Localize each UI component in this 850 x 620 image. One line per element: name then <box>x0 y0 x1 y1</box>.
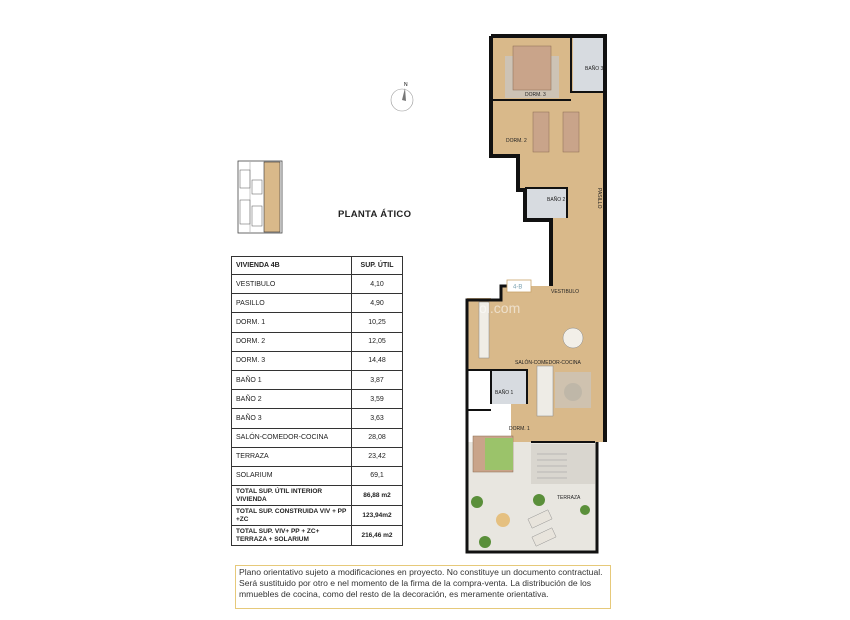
table-header-value: SUP. ÚTIL <box>352 257 403 275</box>
dorm2-bed-right <box>563 112 579 152</box>
coffee-table <box>564 383 582 401</box>
plant-icon <box>533 494 545 506</box>
bano1-floor <box>491 370 527 404</box>
table-header-name: VIVIENDA 4B <box>232 257 352 275</box>
total-name: TOTAL SUP. VIV+ PP + ZC+ TERRAZA + SOLARIUM <box>232 526 352 546</box>
plant-icon <box>471 496 483 508</box>
row-value: 3,87 <box>352 370 403 389</box>
room-label-bano1: BAÑO 1 <box>495 390 514 396</box>
total-value: 216,46 m2 <box>352 526 403 546</box>
row-value: 10,25 <box>352 313 403 332</box>
floor-plan <box>455 30 615 562</box>
row-name: VESTIBULO <box>232 275 352 294</box>
row-value: 14,48 <box>352 351 403 370</box>
row-name: DORM. 3 <box>232 351 352 370</box>
room-label-vestibulo: VESTIBULO <box>551 289 580 295</box>
row-value: 4,90 <box>352 294 403 313</box>
room-label-bano3: BAÑO 3 <box>585 66 604 72</box>
table-row <box>232 275 403 294</box>
total-name: TOTAL SUP. CONSTRUIDA VIV + PP +ZC <box>232 506 352 526</box>
row-name: SALÓN-COMEDOR-COCINA <box>232 428 352 447</box>
bano3-floor <box>573 38 603 92</box>
row-name: BAÑO 1 <box>232 370 352 389</box>
row-value: 4,10 <box>352 275 403 294</box>
north-label: N <box>404 82 408 88</box>
row-name: TERRAZA <box>232 447 352 466</box>
total-row <box>232 526 403 546</box>
disclaimer-note: Plano orientativo sujeto a modificaciones en proyecto. No constituye un documento contractual. Será sustituido por otro e nel momento de la firma de la compra-venta. La distribución de los mmuebles de cocina, como del resto de la decoración, es meramente orientativa. <box>235 565 611 609</box>
total-value: 86,88 m2 <box>352 486 403 506</box>
row-value: 12,05 <box>352 332 403 351</box>
total-row <box>232 506 403 526</box>
table-header-row <box>232 257 403 275</box>
table-row <box>232 313 403 332</box>
dorm3-bed <box>513 46 551 90</box>
row-name: SOLARIUM <box>232 466 352 485</box>
room-label-dorm3: DORM. 3 <box>525 92 546 98</box>
table-row <box>232 428 403 447</box>
row-value: 28,08 <box>352 428 403 447</box>
north-arrow-icon <box>386 80 418 116</box>
key-plan-thumbnail <box>236 160 284 236</box>
table-row <box>232 447 403 466</box>
room-label-salon: SALÓN-COMEDOR-COCINA <box>515 360 581 366</box>
table-row <box>232 390 403 409</box>
dorm1-bed-cover <box>485 438 513 470</box>
table-row <box>232 294 403 313</box>
plant-icon <box>580 505 590 515</box>
table-row <box>232 351 403 370</box>
plan-title: PLANTA ÁTICO <box>338 209 412 220</box>
dorm2-bed-left <box>533 112 549 152</box>
dining-table <box>563 328 583 348</box>
table-row <box>232 466 403 485</box>
room-label-dorm2: DORM. 2 <box>506 138 527 144</box>
total-row <box>232 486 403 506</box>
room-label-bano2: BAÑO 2 <box>547 197 566 203</box>
table-row <box>232 332 403 351</box>
terrace-table <box>496 513 510 527</box>
sofa <box>537 366 553 416</box>
row-value: 3,59 <box>352 390 403 409</box>
table-row <box>232 409 403 428</box>
room-label-dorm1: DORM. 1 <box>509 426 530 432</box>
total-name: TOTAL SUP. ÚTIL INTERIOR VIVIENDA <box>232 486 352 506</box>
unit-tag: 4-B <box>513 284 523 291</box>
room-label-pasillo: PASILLO <box>596 188 602 209</box>
row-value: 23,42 <box>352 447 403 466</box>
total-value: 123,94m2 <box>352 506 403 526</box>
area-table <box>231 256 403 546</box>
row-name: DORM. 2 <box>232 332 352 351</box>
row-name: BAÑO 3 <box>232 409 352 428</box>
row-name: DORM. 1 <box>232 313 352 332</box>
plant-icon <box>479 536 491 548</box>
bano2-floor <box>525 188 567 218</box>
table-row <box>232 370 403 389</box>
watermark: ol.com <box>479 300 521 316</box>
row-name: PASILLO <box>232 294 352 313</box>
room-label-terraza: TERRAZA <box>557 495 581 501</box>
row-name: BAÑO 2 <box>232 390 352 409</box>
row-value: 69,1 <box>352 466 403 485</box>
row-value: 3,63 <box>352 409 403 428</box>
